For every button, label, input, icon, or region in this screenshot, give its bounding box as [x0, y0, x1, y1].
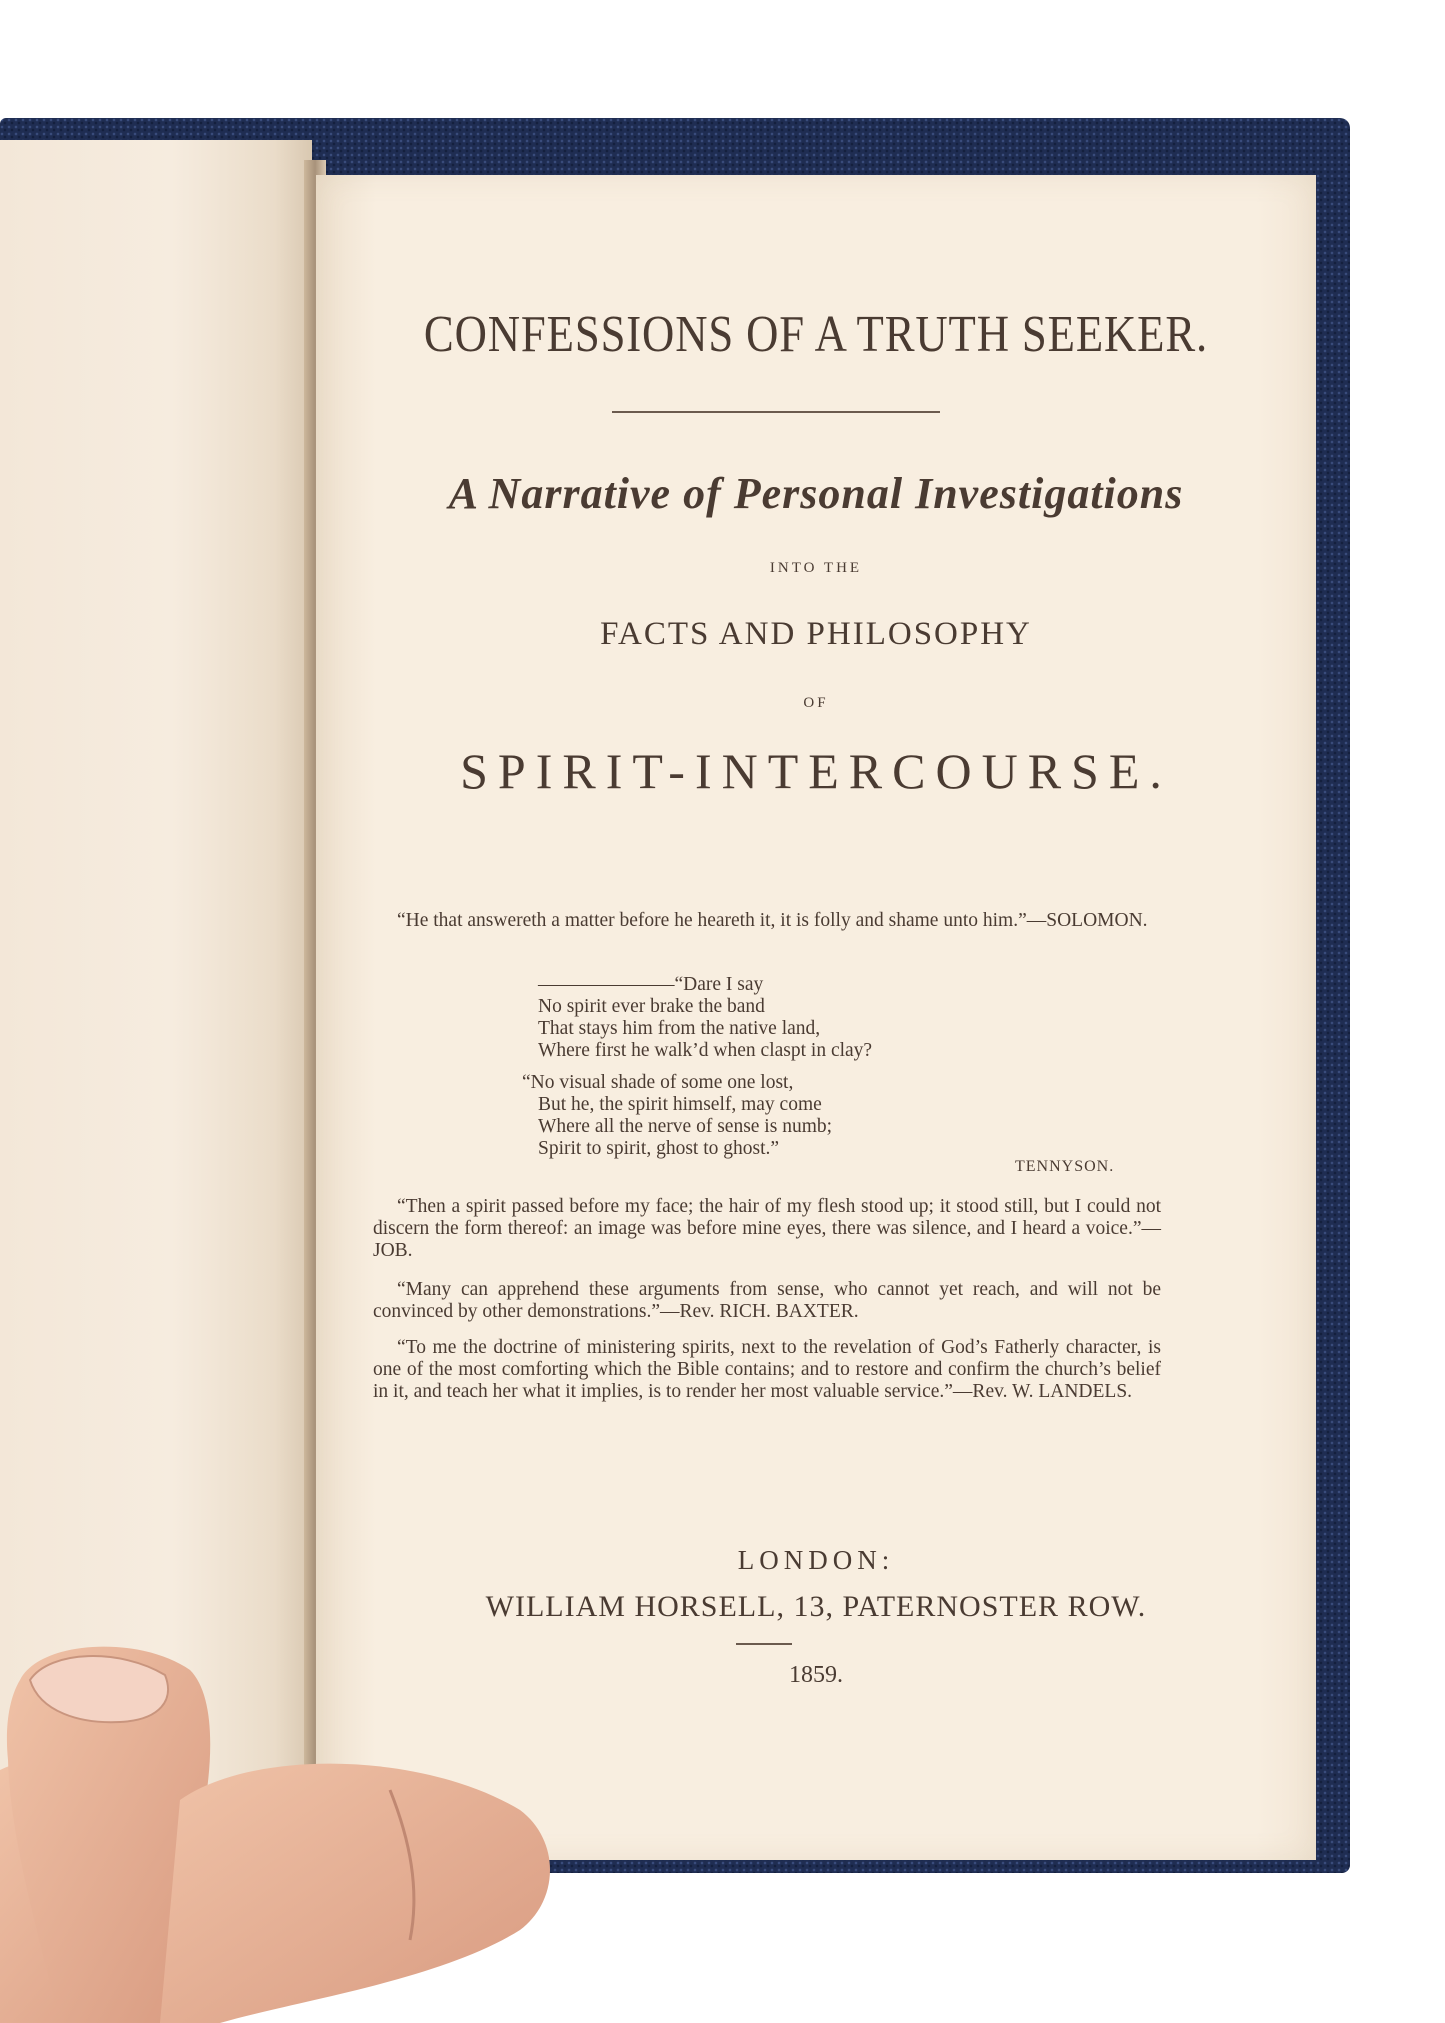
- verse-line: But he, the spirit himself, may come: [538, 1094, 822, 1115]
- verse-stanza-2: [522, 1072, 1022, 1160]
- imprint-city: LONDON:: [737, 1545, 895, 1575]
- verse-line: Where first he walk’d when claspt in clay?: [538, 1040, 873, 1061]
- left-page: [0, 140, 312, 1880]
- verse-line: ———————“Dare I say: [538, 974, 764, 995]
- verse-line: Spirit to spirit, ghost to ghost.”: [538, 1138, 780, 1159]
- verse-line: Where all the nerve of sense is numb;: [538, 1116, 833, 1137]
- quote-baxter: “Many can apprehend these arguments from sense, who cannot yet reach, and will not be convinced by other demonstrations.”—Rev. RICH. BAXTER.: [373, 1279, 1161, 1322]
- tennyson-attribution: TENNYSON.: [1015, 1158, 1115, 1175]
- facts-heading: FACTS AND PHILOSOPHY: [600, 616, 1032, 652]
- imprint-rule: [736, 1643, 792, 1645]
- book-title: CONFESSIONS OF A TRUTH SEEKER.: [423, 306, 1209, 363]
- imprint-publisher: WILLIAM HORSELL, 13, PATERNOSTER ROW.: [485, 1590, 1147, 1623]
- title-rule: [612, 411, 940, 413]
- quote-landels: “To me the doctrine of ministering spirits, next to the revelation of God’s Fatherly character, is one of the most comforting which the Bible contains; and to restore and confirm the church’s belief in it, and teach her what it implies, is to render her most valuable service.”—Rev. W. LANDELS.: [373, 1337, 1161, 1402]
- book-subtitle: A Narrative of Personal Investigations: [448, 469, 1184, 518]
- spirit-heading: SPIRIT-INTERCOURSE.: [460, 743, 1172, 799]
- verse-stanza-1: [538, 974, 1038, 1062]
- quote-solomon: “He that answereth a matter before he heareth it, it is folly and shame unto him.”—SOLOMON.: [397, 910, 1148, 931]
- verse-line: That stays him from the native land,: [538, 1018, 821, 1039]
- finger: [160, 1764, 550, 2023]
- quote-job: “Then a spirit passed before my face; the hair of my flesh stood up; it stood still, but I could not discern the form thereof: an image was before mine eyes, there was silence, and I heard a voice.”—JOB.: [373, 1196, 1161, 1261]
- hand-holding-book: [0, 1640, 600, 2023]
- verse-line: No spirit ever brake the band: [538, 996, 765, 1017]
- into-the-text: INTO THE: [769, 560, 863, 576]
- imprint-year: 1859.: [789, 1662, 843, 1688]
- of-text: OF: [803, 695, 829, 711]
- verse-line: “No visual shade of some one lost,: [522, 1072, 794, 1093]
